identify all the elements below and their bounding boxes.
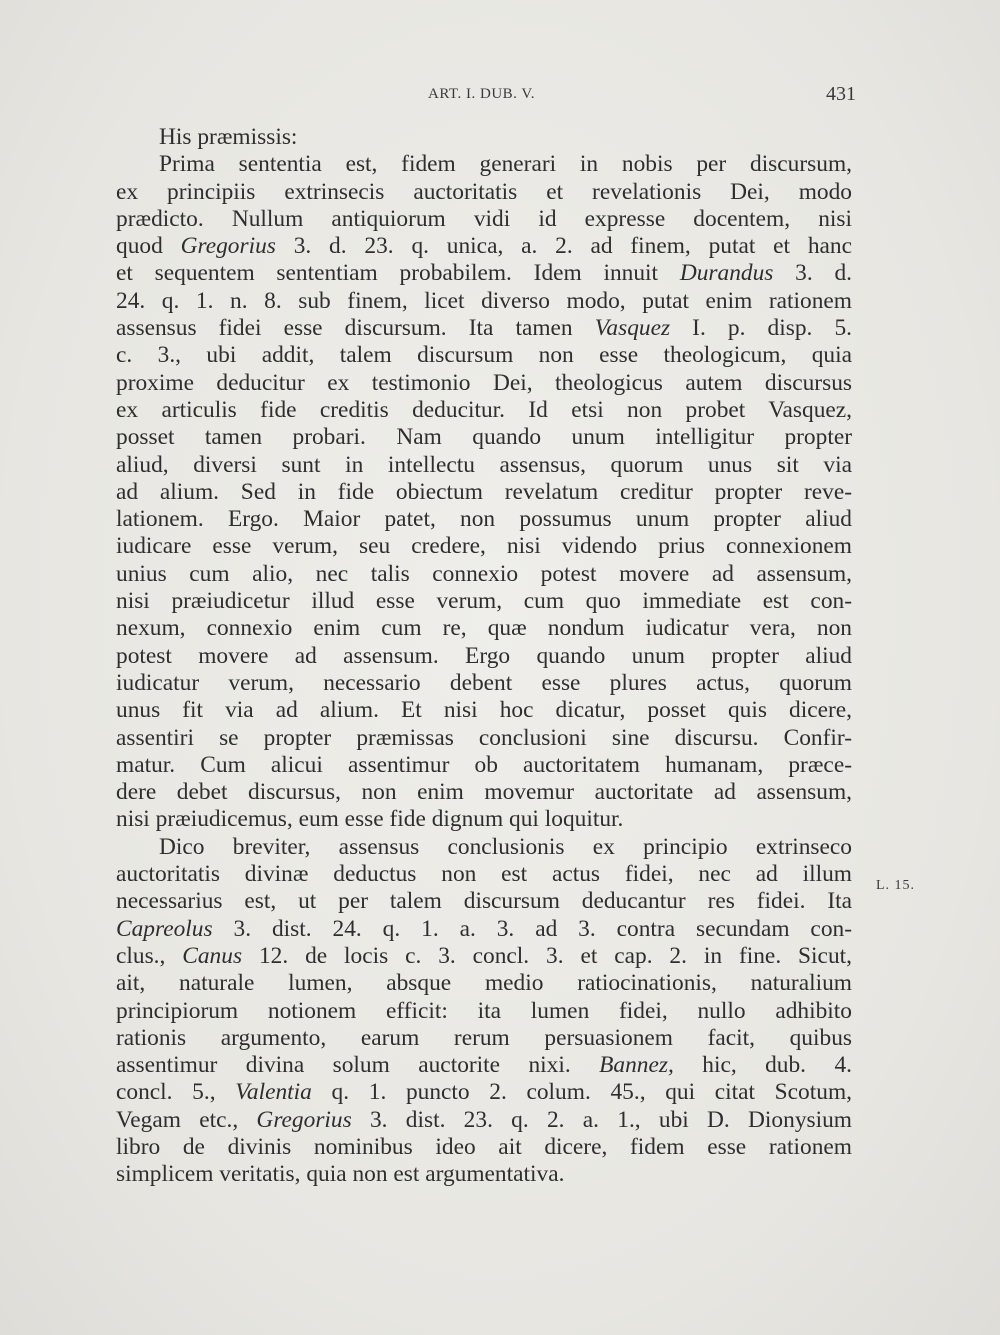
italic-citation: Bannez, <box>599 1052 674 1079</box>
text-segment: lationem. Ergo. Maior patet, non possumus unum propter aliud <box>116 506 852 533</box>
text-line <box>116 779 852 806</box>
text-line <box>116 752 852 779</box>
text-segment: 24. q. 1. n. 8. sub finem, licet diverso modo, putat enim rationem <box>116 287 852 314</box>
italic-citation: Gregorius <box>256 1106 352 1133</box>
text-line <box>116 888 852 915</box>
running-head: ART. I. DUB. V. <box>428 86 536 102</box>
text-line <box>116 206 852 233</box>
text-line <box>116 479 852 506</box>
text-segment: et sequentem sententiam probabilem. Idem innuit <box>116 260 680 287</box>
text-line <box>116 806 852 833</box>
text-line <box>116 315 852 342</box>
text-segment: clus., <box>116 942 183 969</box>
text-line <box>116 342 852 369</box>
page-number: 431 <box>826 83 856 105</box>
text-line <box>116 1025 852 1052</box>
page-header <box>116 83 856 112</box>
text-line <box>116 916 852 943</box>
text-segment: assentiri se propter præmissas conclusioni sine discursu. Confir- <box>116 724 852 751</box>
text-segment: aliud, diversi sunt in intellectu assensus, quorum unus sit via <box>116 451 852 478</box>
text-line <box>116 533 852 560</box>
text-segment: nisi præiudicetur illud esse verum, cum quo immediate est con- <box>116 588 852 615</box>
text-segment: c. 3., ubi addit, talem discursum non esse theologicum, quia <box>116 342 852 369</box>
text-line <box>116 233 852 260</box>
text-segment: unus fit via ad alium. Et nisi hoc dicatur, posset quis dicere, <box>116 697 852 724</box>
text-line <box>116 998 852 1025</box>
text-line <box>116 260 852 287</box>
margin-note: L. 15. <box>876 878 916 893</box>
text-segment: concl. 5., <box>116 1079 236 1106</box>
text-line <box>116 370 852 397</box>
body-text <box>116 124 852 1189</box>
text-segment: matur. Cum alicui assentimur ob auctoritatem humanam, præce- <box>116 751 852 778</box>
italic-citation: Durandus <box>679 260 774 287</box>
text-segment: dere debet discursus, non enim movemur auctoritate ad assensum, <box>116 779 852 806</box>
text-line <box>116 970 852 997</box>
text-segment: hic, dub. 4. <box>673 1052 852 1079</box>
text-segment: posset tamen probari. Nam quando unum intelligitur propter <box>116 424 852 451</box>
text-line <box>116 1052 852 1079</box>
text-line <box>116 397 852 424</box>
text-segment: libro de divinis nominibus ideo ait dicere, fidem esse rationem <box>116 1133 852 1160</box>
text-segment: assensus fidei esse discursum. Ita tamen <box>116 315 595 342</box>
text-segment: ex articulis fide creditis deducitur. Id etsi non probet Vasquez, <box>116 396 852 423</box>
text-segment: His præmissis: <box>159 124 298 150</box>
text-line <box>116 124 852 151</box>
text-segment: nisi præiudicemus, eum esse fide dignum qui loquitur. <box>116 806 624 833</box>
text-segment: unius cum alio, nec talis connexio potest movere ad assensum, <box>116 560 852 587</box>
text-segment: 3. d. <box>773 260 852 287</box>
text-line <box>116 179 852 206</box>
text-segment: I. p. disp. 5. <box>670 315 852 342</box>
text-line <box>116 943 852 970</box>
text-segment: potest movere ad assensum. Ergo quando unum propter aliud <box>116 642 852 669</box>
italic-citation: Valentia <box>235 1079 312 1106</box>
text-segment: 3. dist. 24. q. 1. a. 3. ad 3. contra secundam con- <box>212 915 852 942</box>
text-line <box>116 561 852 588</box>
text-segment: Prima sententia est, fidem generari in nobis per discursum, <box>159 151 852 178</box>
text-segment: principiorum notionem efficit: ita lumen fidei, nullo adhibito <box>116 997 852 1024</box>
text-line <box>116 1134 852 1161</box>
text-line <box>116 697 852 724</box>
text-segment: simplicem veritatis, quia non est argumentativa. <box>116 1161 565 1188</box>
text-segment: ad alium. Sed in fide obiectum revelatum creditur propter reve- <box>116 478 852 505</box>
text-segment: quod <box>116 233 181 260</box>
text-segment: assentimur divina solum auctorite nixi. <box>116 1052 600 1079</box>
text-segment: 3. dist. 23. q. 2. a. 1., ubi D. Dionysium <box>351 1106 852 1133</box>
text-segment: auctoritatis divinæ deductus non est actus fidei, nec ad illum <box>116 861 852 888</box>
text-segment: iudicatur verum, necessario debent esse plures actus, quorum <box>116 669 852 696</box>
italic-citation: Canus <box>182 942 243 969</box>
text-line <box>116 288 852 315</box>
text-segment: prædicto. Nullum antiquiorum vidi id expresse docentem, nisi <box>116 205 852 232</box>
text-line <box>116 1107 852 1134</box>
text-line <box>116 834 852 861</box>
text-segment: 3. d. 23. q. unica, a. 2. ad finem, putat et hanc <box>275 233 852 260</box>
text-segment: q. 1. puncto 2. colum. 45., qui citat Scotum, <box>311 1079 852 1106</box>
text-segment: Vegam etc., <box>116 1106 257 1133</box>
text-line <box>116 424 852 451</box>
text-line <box>116 725 852 752</box>
text-line <box>116 643 852 670</box>
text-line <box>116 588 852 615</box>
italic-citation: Vasquez <box>594 315 671 342</box>
text-segment: 12. de locis c. 3. concl. 3. et cap. 2. in fine. Sicut, <box>242 942 852 969</box>
text-segment: nexum, connexio enim cum re, quæ nondum iudicatur vera, non <box>116 615 852 642</box>
text-line <box>116 615 852 642</box>
text-segment: rationis argumento, earum rerum persuasionem facit, quibus <box>116 1024 852 1051</box>
text-segment: ait, naturale lumen, absque medio ratiocinationis, naturalium <box>116 970 852 997</box>
text-segment: Dico breviter, assensus conclusionis ex principio extrinseco <box>159 833 852 860</box>
text-segment: ex principiis extrinsecis auctoritatis et revelationis Dei, modo <box>116 178 852 205</box>
text-line <box>116 861 852 888</box>
italic-citation: Gregorius <box>180 233 276 260</box>
text-line <box>116 452 852 479</box>
text-line <box>116 506 852 533</box>
text-line <box>116 1161 852 1188</box>
text-line <box>116 670 852 697</box>
text-line <box>116 1079 852 1106</box>
italic-citation: Capreolus <box>116 915 213 942</box>
text-segment: iudicare esse verum, seu credere, nisi videndo prius connexionem <box>116 533 852 560</box>
text-segment: proxime deducitur ex testimonio Dei, theologicus autem discursus <box>116 369 852 396</box>
text-line <box>116 151 852 178</box>
text-segment: necessarius est, ut per talem discursum deducantur res fidei. Ita <box>116 888 852 915</box>
